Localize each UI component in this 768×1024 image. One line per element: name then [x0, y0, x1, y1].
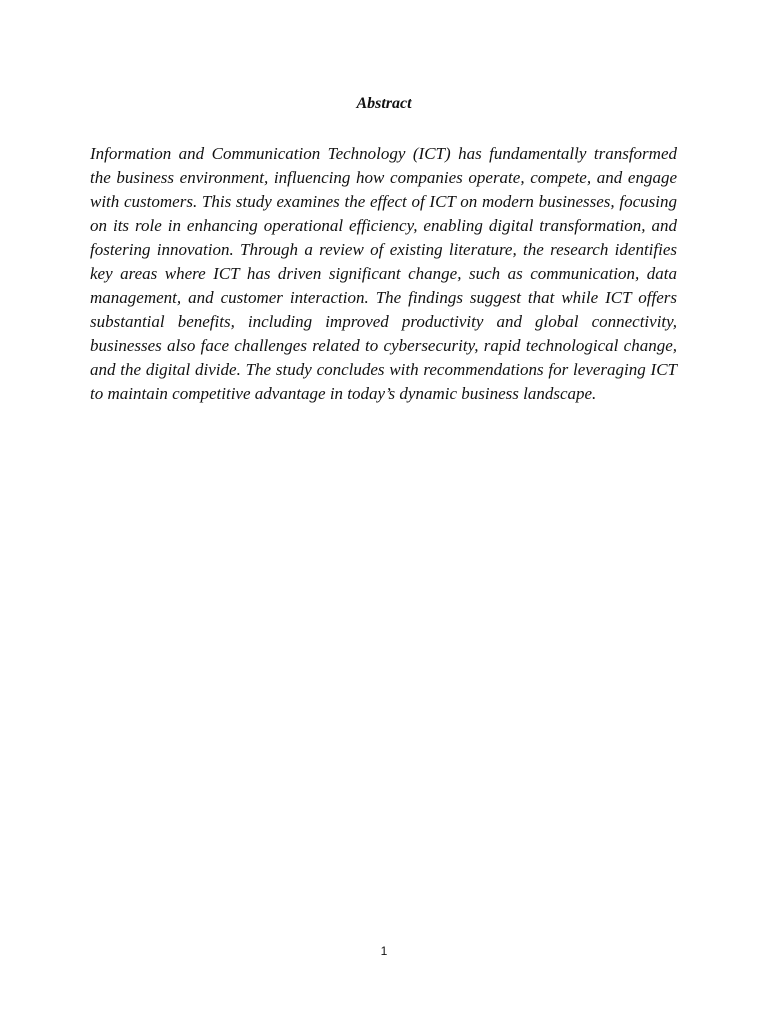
abstract-heading: Abstract — [356, 95, 412, 112]
page-number: 1 — [380, 944, 388, 958]
abstract-paragraph: Information and Communication Technology (ICT) has fundamentally transformed the business environment, influencing how companies operate, compete, and engage with customers. This study examines the effect of ICT on modern businesses, focusing on its role in enhancing operational efficiency, enabling digital transformation, and fostering innovation. Through a review of existing literature, the research identifies key areas where ICT has driven significant change, such as communication, data management, and customer interaction. The findings suggest that while ICT offers substantial benefits, including improved productivity and global connectivity, businesses also face challenges related to cybersecurity, rapid technological change, and the digital divide. The study concludes with recommendations for leveraging ICT to maintain competitive advantage in today’s dynamic business landscape. — [90, 144, 677, 403]
